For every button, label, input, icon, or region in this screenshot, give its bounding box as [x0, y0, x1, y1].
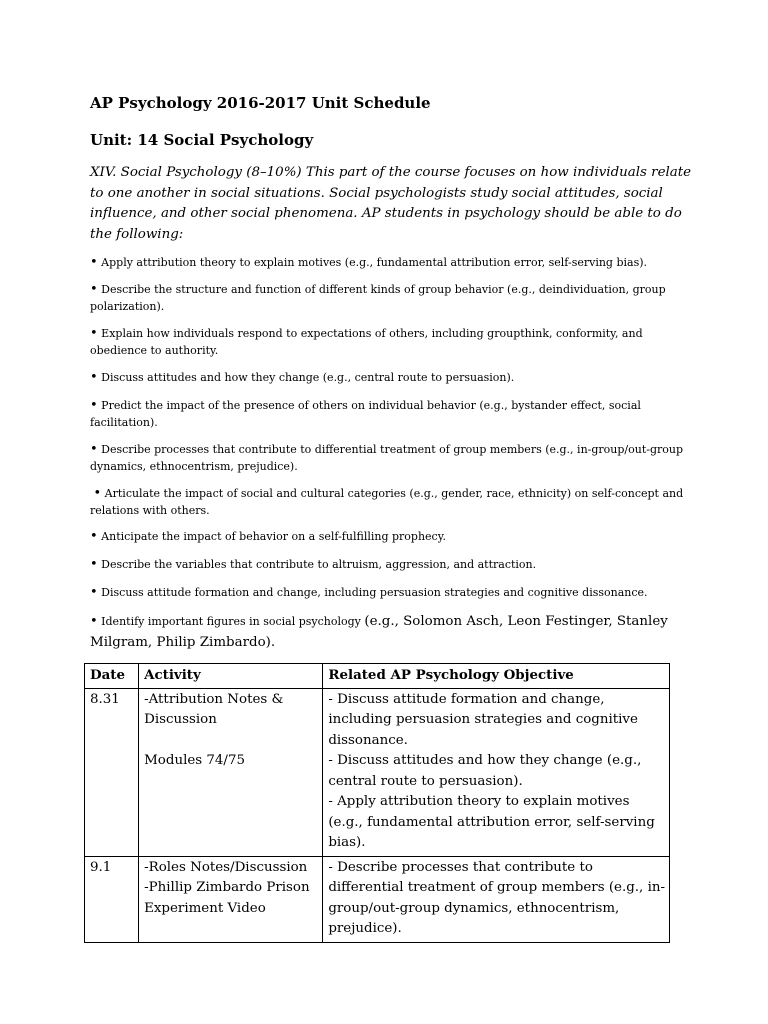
- unit-title: Unit: 14 Social Psychology: [90, 131, 314, 149]
- objective-item: • Apply attribution theory to explain motives (e.g., fundamental attribution error, self-serving bias).: [90, 255, 648, 270]
- bullet-icon: •: [90, 614, 98, 629]
- column-header-activity: Activity: [139, 664, 323, 689]
- bullet-icon: •: [90, 557, 98, 572]
- bullet-icon: •: [93, 486, 102, 501]
- bullet-icon: •: [90, 529, 98, 544]
- objective-item: • Describe the variables that contribute to altruism, aggression, and attraction.: [90, 557, 537, 572]
- objective-item: • Anticipate the impact of behavior on a self-fulfilling prophecy.: [90, 529, 446, 544]
- objective-item: • Discuss attitudes and how they change (e.g., central route to persuasion).: [90, 370, 515, 385]
- objective-item: • Explain how individuals respond to expectations of others, including groupthink, conformity, and obedience to authority.: [90, 326, 643, 357]
- table-row: [85, 688, 670, 856]
- bullet-icon: •: [90, 326, 98, 341]
- bullet-icon: •: [90, 370, 98, 385]
- bullet-icon: •: [90, 585, 98, 600]
- activity-cell: -Roles Notes/Discussion -Phillip Zimbardo Prison Experiment Video: [139, 856, 323, 942]
- intro-line: XIV. Social Psychology (8–10%) This part of the course focuses on how individuals relate: [90, 165, 692, 180]
- unit-description: [90, 163, 692, 245]
- document-title: AP Psychology 2016-2017 Unit Schedule: [90, 94, 431, 112]
- objective-item: • Describe the structure and function of different kinds of group behavior (e.g., deindividuation, group polarization).: [90, 282, 666, 313]
- objective-item: • Predict the impact of the presence of others on individual behavior (e.g., bystander effect, social facilitation).: [90, 398, 641, 429]
- bullet-icon: •: [90, 282, 98, 297]
- intro-line: to one another in social situations. Social psychologists study social attitudes, social: [90, 185, 663, 201]
- bullet-icon: •: [90, 442, 98, 457]
- table-header-row: [85, 664, 670, 689]
- intro-line: influence, and other social phenomena. AP students in psychology should be able to do: [90, 206, 682, 221]
- objective-item: • Identify important figures in social psychology (e.g., Solomon Asch, Leon Festinger, Stanley Milgram, Philip Zimbardo).: [90, 614, 668, 650]
- objective-cell: - Discuss attitude formation and change, including persuasion strategies and cognitive dissonance. - Discuss attitudes and how they change (e.g., central route to persuasion). - Apply attribution theory to explain motives (e.g., fundamental attribution error, self-serving bias).: [323, 688, 670, 856]
- objective-item: • Discuss attitude formation and change, including persuasion strategies and cognitive dissonance.: [90, 585, 648, 600]
- objective-item: • Describe processes that contribute to differential treatment of group members (e.g., in-group/out-group dynamics, ethnocentrism, prejudice).: [90, 442, 684, 473]
- table-row: [85, 856, 670, 942]
- date-cell: 9.1: [85, 856, 139, 942]
- intro-line: the following:: [90, 226, 184, 242]
- bullet-icon: •: [90, 255, 98, 270]
- column-header-objective: Related AP Psychology Objective: [323, 664, 670, 689]
- objective-cell: - Describe processes that contribute to differential treatment of group members (e.g., in- group/out-group dynamics, ethnocentrism, prejudice).: [323, 856, 670, 942]
- objective-item: • Articulate the impact of social and cultural categories (e.g., gender, race, ethnicity) on self-concept and relations with others.: [90, 486, 684, 517]
- activity-cell: -Attribution Notes & Discussion Modules 74/75: [139, 688, 323, 856]
- bullet-icon: •: [90, 398, 98, 413]
- schedule-table: [84, 663, 670, 943]
- column-header-date: Date: [85, 664, 139, 689]
- date-cell: 8.31: [85, 688, 139, 856]
